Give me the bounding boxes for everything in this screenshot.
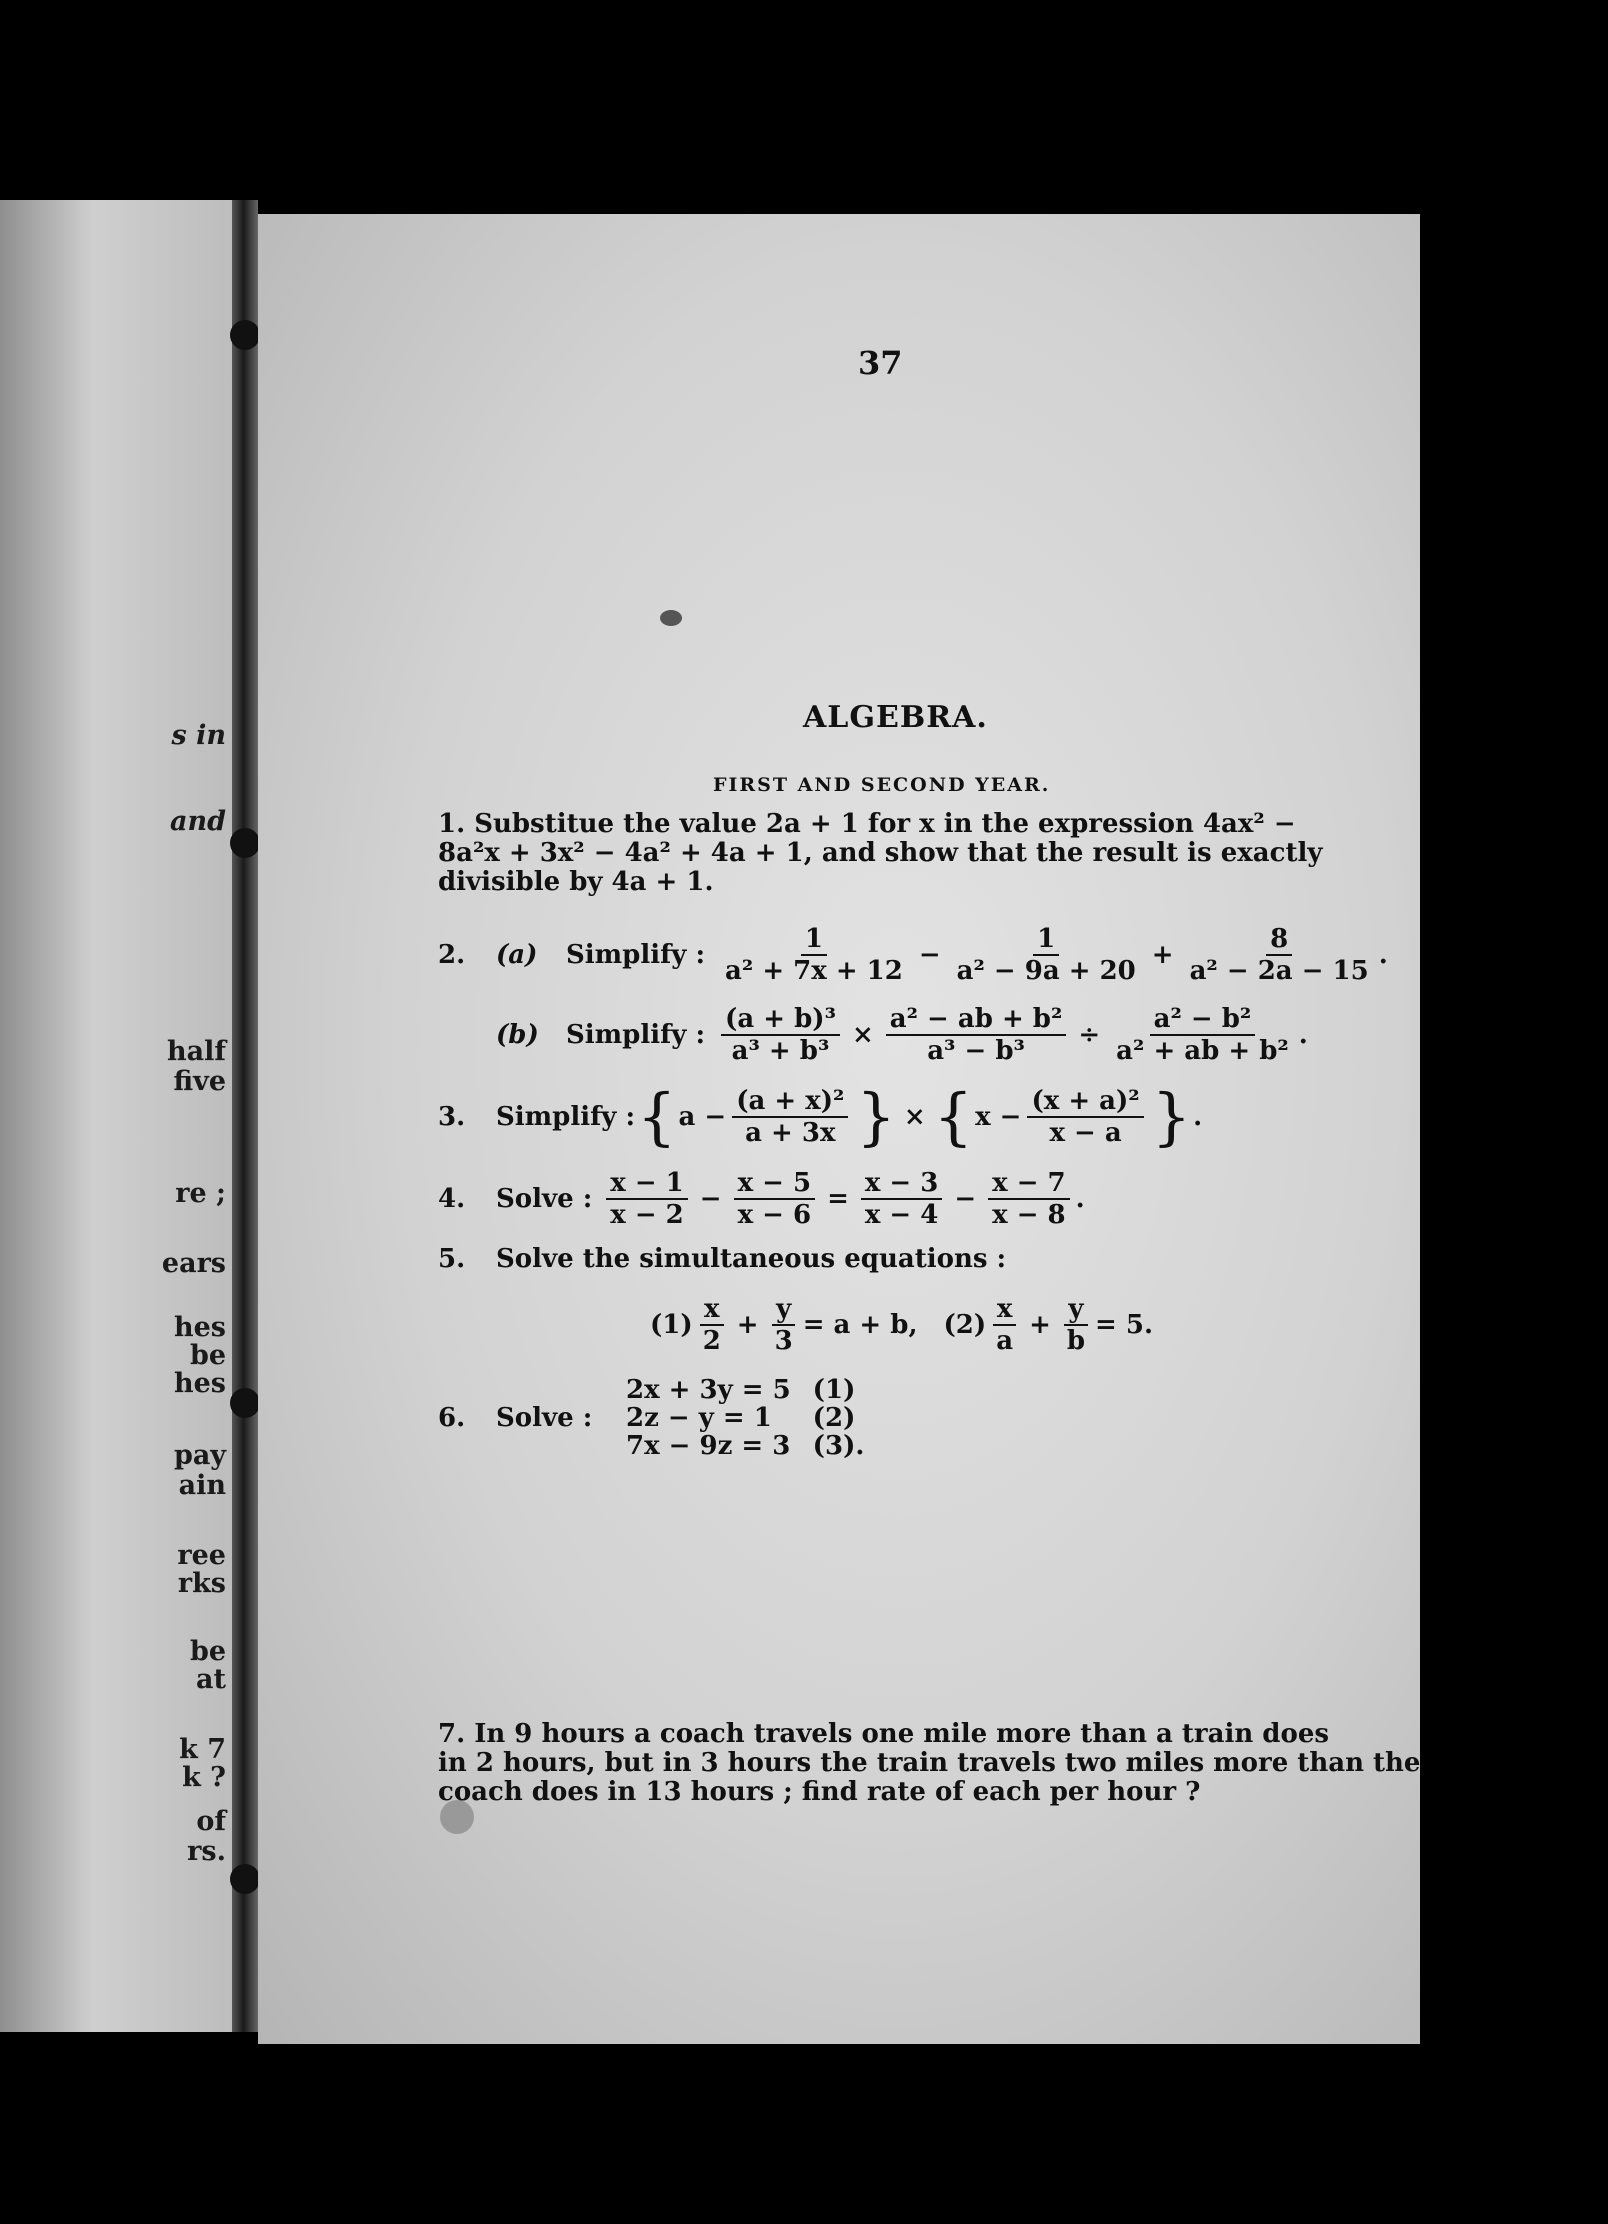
denominator: a bbox=[996, 1326, 1014, 1356]
fraction bbox=[886, 1004, 1067, 1066]
instruction: Solve the simultaneous equations : bbox=[496, 1244, 1007, 1274]
denominator: x − a bbox=[1049, 1118, 1122, 1148]
question-5-equations bbox=[650, 1294, 1153, 1356]
left-text-fragment: re ; bbox=[175, 1178, 226, 1209]
part-label: (b) bbox=[496, 1020, 539, 1050]
right-page bbox=[258, 214, 1420, 2044]
numerator: x − 7 bbox=[988, 1168, 1069, 1200]
question-7 bbox=[438, 1719, 1421, 1807]
question-number: 2. bbox=[438, 940, 466, 970]
equation-label: (2) bbox=[943, 1310, 987, 1340]
denominator: a² + 7x + 12 bbox=[725, 956, 903, 986]
left-text-fragment: ears bbox=[161, 1248, 226, 1279]
stitch-knot bbox=[230, 828, 260, 858]
fraction bbox=[1063, 1294, 1089, 1356]
question-line: 8a²x + 3x² − 4a² + 4a + 1, and show that the result is exactly bbox=[438, 838, 1323, 868]
left-text-fragment: k ? bbox=[182, 1762, 226, 1793]
stitch-knot bbox=[230, 320, 260, 350]
operator: − bbox=[918, 940, 941, 970]
question-1 bbox=[438, 810, 1390, 897]
denominator: x − 2 bbox=[610, 1200, 684, 1230]
period: . bbox=[1298, 1020, 1308, 1050]
expression: x − bbox=[975, 1102, 1022, 1132]
question-line: 7. In 9 hours a coach travels one mile more than a train does bbox=[438, 1719, 1330, 1749]
numerator: 1 bbox=[1033, 924, 1059, 956]
equation: 7x − 9z = 3 bbox=[626, 1431, 791, 1461]
left-text-fragment: rs. bbox=[187, 1836, 226, 1867]
operator: ÷ bbox=[1078, 1020, 1101, 1050]
numerator: (x + a)² bbox=[1027, 1086, 1143, 1118]
equation-system bbox=[626, 1376, 864, 1460]
fraction bbox=[1112, 1004, 1293, 1066]
numerator: a² − b² bbox=[1150, 1004, 1256, 1036]
left-text-fragment: at bbox=[196, 1664, 226, 1695]
question-line: 1. Substitue the value 2a + 1 for x in the expression 4ax² − bbox=[438, 809, 1296, 839]
period: . bbox=[1193, 1102, 1203, 1132]
period: . bbox=[1075, 1184, 1085, 1214]
page-number: 37 bbox=[858, 344, 903, 382]
instruction: Simplify : bbox=[566, 1020, 706, 1050]
section-subtitle: FIRST AND SECOND YEAR. bbox=[713, 774, 1051, 796]
numerator: y bbox=[1064, 1294, 1087, 1326]
ink-smudge bbox=[660, 610, 682, 626]
fraction bbox=[606, 1168, 687, 1230]
denominator: a² − 2a − 15 bbox=[1189, 956, 1369, 986]
equation-rhs: = a + b, bbox=[802, 1310, 918, 1340]
instruction: Simplify : bbox=[496, 1102, 636, 1132]
fraction bbox=[953, 924, 1140, 986]
left-text-fragment: pay bbox=[173, 1440, 226, 1471]
right-brace: } bbox=[856, 1080, 896, 1153]
instruction: Solve : bbox=[496, 1184, 593, 1214]
denominator: x − 8 bbox=[992, 1200, 1066, 1230]
question-6 bbox=[438, 1376, 864, 1460]
denominator: a³ + b³ bbox=[731, 1036, 830, 1066]
question-number: 5. bbox=[438, 1244, 466, 1274]
equation-rhs: = 5. bbox=[1095, 1310, 1154, 1340]
question-line: coach does in 13 hours ; find rate of each per hour ? bbox=[438, 1777, 1201, 1807]
equation-tag: (3). bbox=[812, 1431, 865, 1461]
left-text-fragment: hes bbox=[173, 1312, 226, 1343]
stitch-knot bbox=[230, 1388, 260, 1418]
question-number: 3. bbox=[438, 1102, 466, 1132]
fraction bbox=[1186, 924, 1373, 986]
fraction bbox=[699, 1294, 725, 1356]
stitch-knot bbox=[230, 1864, 260, 1894]
left-text-fragment: k 7 bbox=[179, 1734, 226, 1765]
fraction bbox=[732, 1086, 848, 1148]
operator: − bbox=[699, 1184, 722, 1214]
numerator: (a + b)³ bbox=[721, 1004, 840, 1036]
question-3 bbox=[438, 1080, 1203, 1153]
operator: + bbox=[736, 1310, 759, 1340]
left-text-fragment: hes bbox=[173, 1368, 226, 1399]
denominator: 2 bbox=[702, 1326, 721, 1356]
denominator: a³ − b³ bbox=[927, 1036, 1025, 1066]
denominator: a² − 9a + 20 bbox=[956, 956, 1136, 986]
denominator: a² + ab + b² bbox=[1116, 1036, 1289, 1066]
numerator: 1 bbox=[801, 924, 827, 956]
numerator: a² − ab + b² bbox=[886, 1004, 1067, 1036]
denominator: x − 6 bbox=[737, 1200, 812, 1230]
numerator: x − 5 bbox=[734, 1168, 815, 1200]
numerator: x − 1 bbox=[606, 1168, 687, 1200]
left-text-fragment: and bbox=[169, 806, 226, 837]
numerator: x − 3 bbox=[861, 1168, 942, 1200]
left-text-fragment: ree bbox=[177, 1540, 226, 1571]
fraction bbox=[988, 1168, 1069, 1230]
section-title: ALGEBRA. bbox=[803, 700, 988, 735]
fraction bbox=[721, 924, 907, 986]
equation: 2z − y = 1 bbox=[626, 1403, 772, 1433]
numerator: 8 bbox=[1266, 924, 1292, 956]
left-text-fragment: s in bbox=[171, 720, 226, 751]
instruction: Solve : bbox=[496, 1403, 593, 1433]
fraction bbox=[734, 1168, 815, 1230]
question-2a bbox=[438, 924, 1388, 986]
right-brace: } bbox=[1151, 1080, 1192, 1153]
operator: + bbox=[1029, 1310, 1051, 1340]
left-brace: { bbox=[637, 1080, 677, 1153]
question-5 bbox=[438, 1244, 1006, 1274]
fraction bbox=[771, 1294, 797, 1356]
instruction: Simplify : bbox=[566, 940, 706, 970]
question-line: divisible by 4a + 1. bbox=[438, 867, 714, 897]
fraction bbox=[861, 1168, 942, 1230]
denominator: b bbox=[1066, 1326, 1086, 1356]
question-line: in 2 hours, but in 3 hours the train travels two miles more than the bbox=[438, 1748, 1421, 1778]
part-label: (a) bbox=[496, 940, 538, 970]
question-number: 4. bbox=[438, 1184, 466, 1214]
denominator: a + 3x bbox=[745, 1118, 836, 1148]
numerator: x bbox=[700, 1294, 724, 1326]
left-text-fragment: of bbox=[196, 1806, 226, 1837]
left-page bbox=[0, 200, 232, 2032]
question-2b bbox=[438, 1004, 1308, 1066]
equation-label: (1) bbox=[650, 1310, 693, 1340]
operator: − bbox=[954, 1184, 977, 1214]
equation-tag: (1) bbox=[812, 1375, 856, 1405]
fraction bbox=[721, 1004, 840, 1066]
numerator: x bbox=[993, 1294, 1017, 1326]
left-text-fragment: half bbox=[167, 1036, 226, 1067]
denominator: x − 4 bbox=[864, 1200, 939, 1230]
operator: × bbox=[851, 1020, 874, 1050]
fraction bbox=[992, 1294, 1017, 1356]
left-brace: { bbox=[933, 1080, 974, 1153]
question-4 bbox=[438, 1168, 1085, 1230]
equation: 2x + 3y = 5 bbox=[626, 1375, 791, 1405]
operator: = bbox=[827, 1184, 849, 1214]
left-text-fragment: five bbox=[173, 1066, 226, 1097]
book-spine bbox=[232, 200, 258, 2032]
operator: × bbox=[903, 1102, 926, 1132]
operator: + bbox=[1151, 940, 1174, 970]
period: . bbox=[1378, 940, 1388, 970]
numerator: y bbox=[772, 1294, 795, 1326]
question-number: 6. bbox=[438, 1403, 466, 1433]
expression: a − bbox=[678, 1102, 727, 1132]
fraction bbox=[1027, 1086, 1143, 1148]
equation-tag: (2) bbox=[812, 1403, 856, 1433]
numerator: (a + x)² bbox=[732, 1086, 848, 1118]
left-text-fragment: be bbox=[189, 1340, 226, 1371]
left-text-fragment: be bbox=[189, 1636, 226, 1667]
left-text-fragment: ain bbox=[178, 1470, 226, 1501]
left-text-fragment: rks bbox=[177, 1568, 226, 1599]
denominator: 3 bbox=[774, 1326, 793, 1356]
